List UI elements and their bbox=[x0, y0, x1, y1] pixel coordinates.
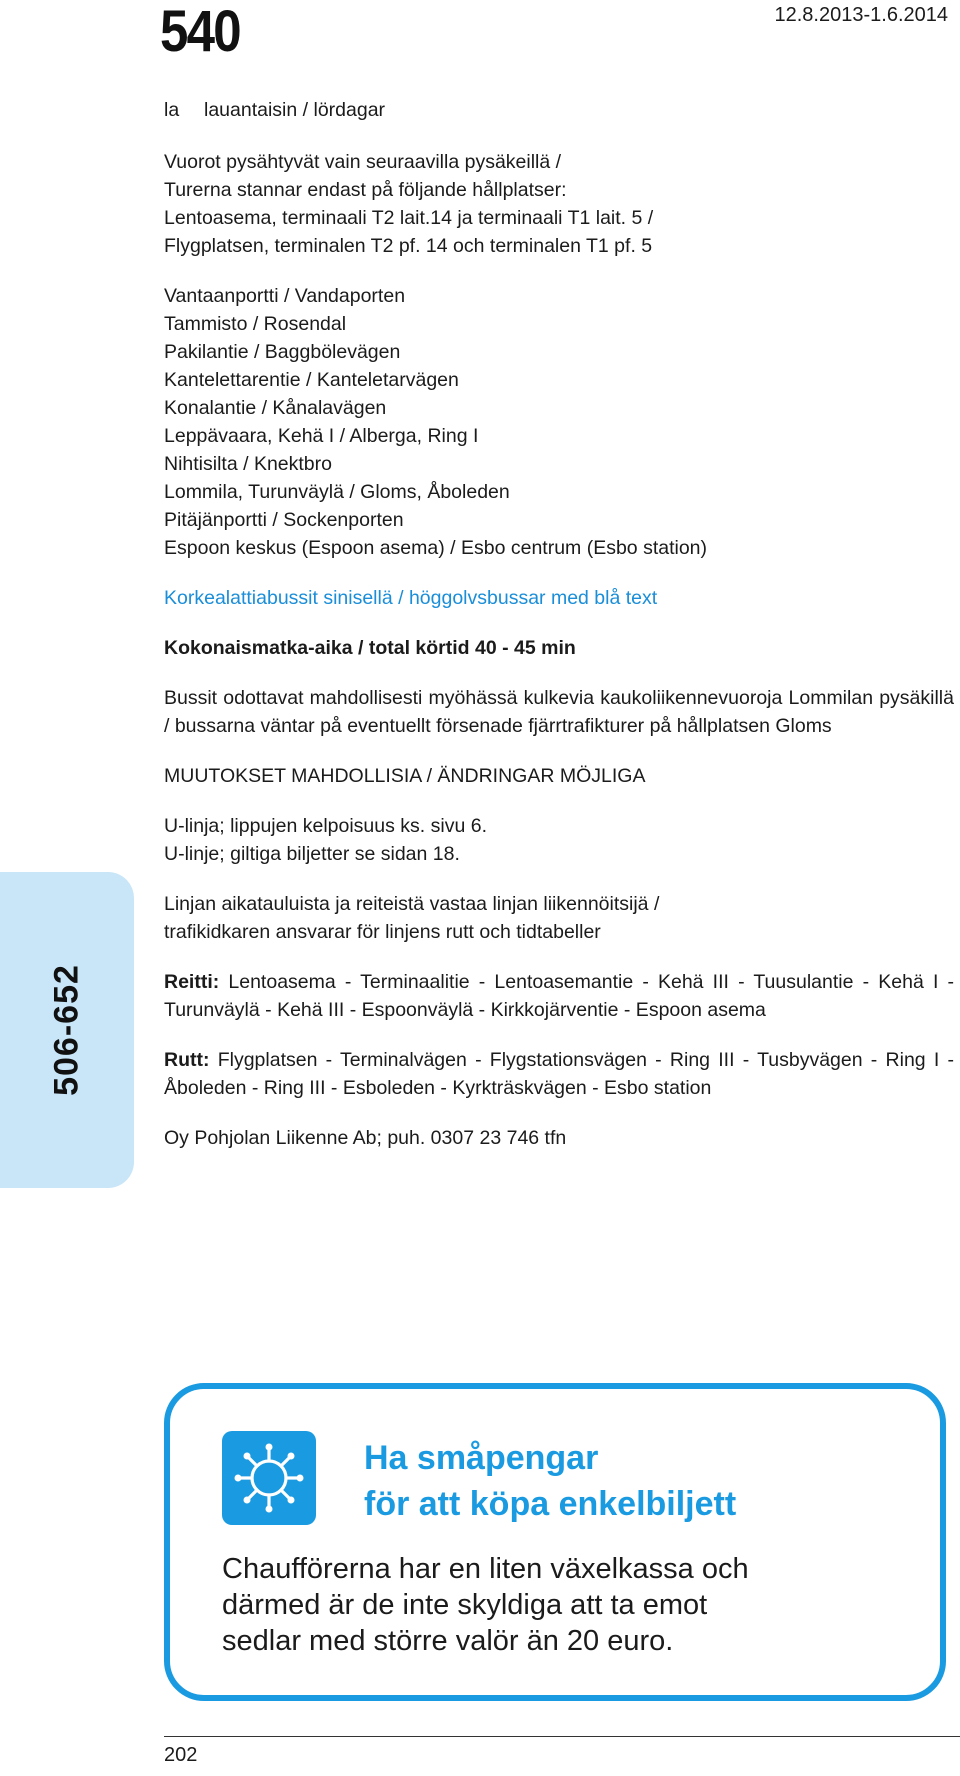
day-legend-text: lauantaisin / lördagar bbox=[204, 99, 386, 121]
small-change-info-box bbox=[164, 1383, 946, 1701]
operator-contact: Oy Pohjolan Liikenne Ab; puh. 0307 23 746 tfn bbox=[164, 1127, 567, 1149]
route-sv-label: Rutt: bbox=[164, 1049, 210, 1071]
stop-item: Kantelettarentie / Kanteletarvägen bbox=[164, 369, 459, 391]
route-fi-text: Lentoasema - Terminaalitie - Lentoasemantie - Kehä III - Tuusulantie - Kehä I - Turunväylä - Kehä III - Espoonväylä - Kirkkojärventie - Espoon asema bbox=[164, 971, 954, 1021]
stop-item: Nihtisilta / Knektbro bbox=[164, 453, 332, 475]
route-fi-label: Reitti: bbox=[164, 971, 220, 993]
stop-item: Tammisto / Rosendal bbox=[164, 313, 347, 335]
page-number: 202 bbox=[164, 1744, 198, 1766]
day-legend-key: la bbox=[164, 99, 180, 121]
info-title-line: Ha småpengar bbox=[364, 1439, 599, 1477]
stop-note-line: Lentoasema, terminaali T2 lait.14 ja terminaali T1 lait. 5 / bbox=[164, 207, 654, 229]
ticket-note bbox=[164, 812, 954, 868]
stop-item: Pakilantie / Baggbölevägen bbox=[164, 341, 401, 363]
operator-note bbox=[164, 890, 954, 946]
stop-item: Espoon keskus (Espoon asema) / Esbo centrum (Esbo station) bbox=[164, 537, 708, 559]
validity-period: 12.8.2013-1.6.2014 bbox=[774, 4, 948, 26]
stop-note-line: Vuorot pysähtyvät vain seuraavilla pysäkeillä / bbox=[164, 151, 562, 173]
stop-item: Leppävaara, Kehä I / Alberga, Ring I bbox=[164, 425, 479, 447]
route-description-fi bbox=[164, 968, 954, 1024]
coin-sun-icon bbox=[222, 1431, 316, 1525]
ticket-note-line: U-linja; lippujen kelpoisuus ks. sivu 6. bbox=[164, 815, 487, 837]
stop-item: Lommila, Turunväylä / Gloms, Åboleden bbox=[164, 481, 510, 503]
info-body-line: Chaufförerna har en liten växelkassa och bbox=[222, 1553, 749, 1585]
stop-note-line: Flygplatsen, terminalen T2 pf. 14 och terminalen T1 pf. 5 bbox=[164, 235, 653, 257]
route-description-sv bbox=[164, 1046, 954, 1102]
timetable-notes bbox=[164, 96, 954, 1152]
route-sv-text: Flygplatsen - Terminalvägen - Flygstationsvägen - Ring III - Tusbyvägen - Ring I - Åboleden - Ring III - Esboleden - Kyrkträskvägen - Esbo station bbox=[164, 1049, 954, 1099]
day-legend bbox=[164, 96, 954, 124]
stop-item: Konalantie / Kånalavägen bbox=[164, 397, 387, 419]
ticket-note-line: U-linje; giltiga biljetter se sidan 18. bbox=[164, 843, 460, 865]
info-body-line: sedlar med större valör än 20 euro. bbox=[222, 1625, 674, 1657]
stop-item: Vantaanportti / Vandaporten bbox=[164, 285, 406, 307]
operator-note-line: trafikidkaren ansvarar för linjens rutt och tidtabeller bbox=[164, 921, 601, 943]
stop-item: Pitäjänportti / Sockenporten bbox=[164, 509, 404, 531]
operator-note-line: Linjan aikatauluista ja reiteistä vastaa linjan liikennöitsijä / bbox=[164, 893, 660, 915]
stop-note bbox=[164, 148, 954, 260]
footer-divider bbox=[164, 1736, 960, 1737]
info-body-line: därmed är de inte skyldiga att ta emot bbox=[222, 1589, 708, 1621]
stop-list bbox=[164, 282, 954, 562]
wait-note: Bussit odottavat mahdollisesti myöhässä kulkevia kaukoliikennevuoroja Lommilan pysäkillä / bussarna väntar på eventuellt försenade fjärrtrafikturer på hållplatsen Gloms bbox=[164, 687, 954, 737]
stop-note-line: Turerna stannar endast på följande hållplatser: bbox=[164, 179, 567, 201]
route-range-tab bbox=[0, 872, 134, 1188]
info-title-line: för att köpa enkelbiljett bbox=[364, 1485, 737, 1523]
changes-note: MUUTOKSET MAHDOLLISIA / ÄNDRINGAR MÖJLIGA bbox=[164, 765, 646, 787]
total-time: Kokonaismatka-aika / total körtid 40 - 45 min bbox=[164, 637, 576, 659]
info-title bbox=[364, 1435, 736, 1527]
route-range-label: 506-652 bbox=[47, 964, 86, 1096]
route-number: 540 bbox=[160, 0, 240, 64]
high-floor-note: Korkealattiabussit sinisellä / höggolvsbussar med blå text bbox=[164, 587, 658, 609]
info-body bbox=[222, 1551, 922, 1659]
